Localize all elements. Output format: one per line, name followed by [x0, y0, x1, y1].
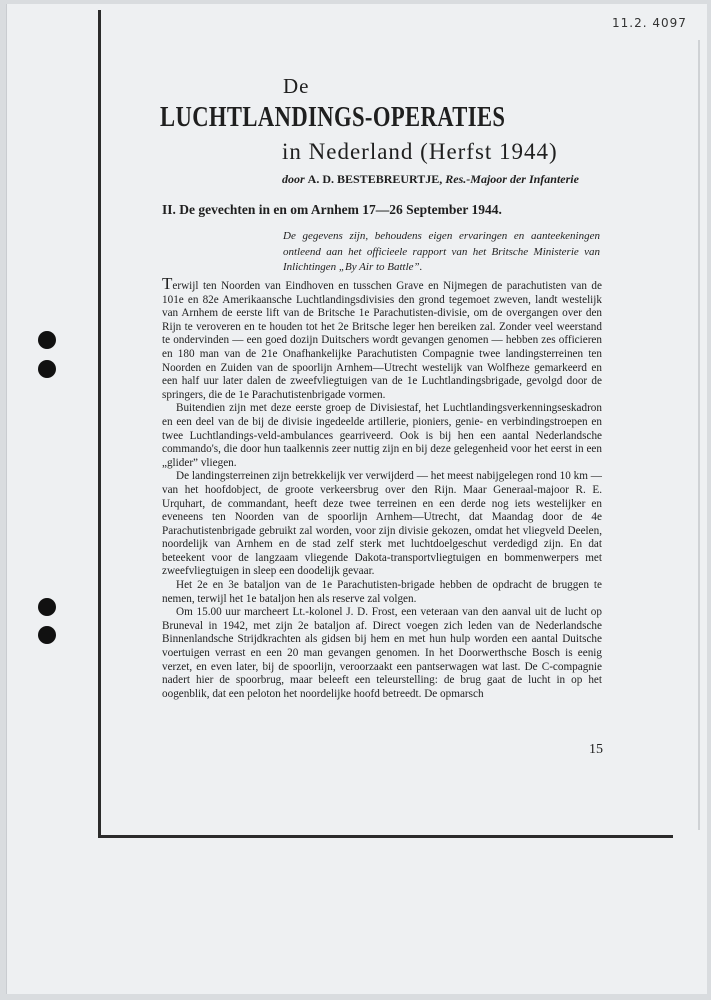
paragraph — [162, 274, 602, 402]
punch-hole — [38, 626, 56, 644]
source-note: De gegevens zijn, behoudens eigen ervaringen en aanteekeningen ontleend aan het officieele rapport van het Britsche Ministerie van Inlichtingen „By Air to Battle”. — [283, 230, 600, 273]
title-de: De — [283, 74, 310, 98]
page-frame-bottom — [98, 835, 673, 838]
section-title: II. De gevechten in en om Arnhem 17—26 September 1944. — [162, 202, 502, 217]
paragraph-text: erwijl ten Noorden van Eindhoven en tusschen Grave en Nijmegen de parachutisten van de 101e en 82e Amerikaansche Luchtlandingsdivisies den grond tegemoet zweven, landt westelijk van Arnhem de eerste lift van de Britsche 1e Parachutisten-divisie, om de overgangen over den Rijn te veroveren en te houden tot het 2e Britsche leger hen bereiken zal. Zonder veel weerstand te ondervinden — een goed dozijn Duitschers wordt gevangen genomen — hebben zes officieren en 180 man van de 21e Onafhankelijke Parachutisten Compagnie twee landingsterreinen ten Noorden en Zuiden van de spoorlijn Arnhem—Utrecht westelijk van Wolfheze gemarkeerd en een half uur later dalen de zweefvliegtuigen van de 1e Luchtlandingsbrigade, gevolgd door de springers, die de 1e Parachutistenbrigade vormen. — [162, 280, 602, 401]
article-body — [162, 274, 602, 701]
archive-reference: 11.2. 4097 — [612, 16, 687, 30]
page-number: 15 — [589, 742, 603, 757]
page-title: LUCHTLANDINGS-OPERATIES — [160, 101, 506, 133]
byline-author: A. D. BESTEBREURTJE, — [307, 172, 443, 186]
paragraph: Buitendien zijn met deze eerste groep de Divisiestaf, het Luchtlandingsverkenningseskadron en een deel van de bij de divisie ingedeelde artillerie, pioniers, genie- en verbindingstroepen en twee Luchtlandings-veld-ambulances gearriveerd. Ook is bij hen een aantal Nederlandsche commando's, die door hun taalkennis zeer nuttig zijn en bij deze gelegenheid voor het eerst in een „glider” vliegen. — [162, 402, 602, 469]
byline — [282, 172, 579, 187]
punch-hole — [38, 331, 56, 349]
paragraph: De landingsterreinen zijn betrekkelijk ver verwijderd — het meest nabijgelegen rond 10 km — van het hoofdobject, de groote verkeersbrug over den Rijn. Maar Generaal-majoor R. E. Urquhart, de commandant, heeft deze twee terreinen en een derde nog iets westelijker en eveneens ten Noorden van de spoorlijn Arnhem—Utrecht, dat Maandag door de 4e Parachutistenbrigade gebruikt zal worden, voor zijn divisie gekozen, omdat het vliegveld Deelen, noordelijk van Arnhem en de stad zelf sterk met luchtdoelgeschut verdedigd zijn. En dat beteekent voor de langzaam vliegende Dakota-transportvliegtuigen en bommenwerpers met zweefvliegtuigen in sleep een doodelijk gevaar. — [162, 470, 602, 578]
punch-hole — [38, 598, 56, 616]
page-frame-left — [98, 10, 101, 838]
byline-door: door — [282, 172, 305, 186]
paragraph: Om 15.00 uur marcheert Lt.-kolonel J. D. Frost, een veteraan van den aanval uit de lucht op Bruneval in 1942, met zijn 2e bataljon af. Direct voegen zich leden van de Nederlandsche Binnenlandsche Strijdkrachten als gidsen bij hem en met hun hulp worden een aantal Duitsche voertuigen verrast en een 20 man gevangen genomen. In het Doorwerthsche Bosch is eenig verzet, en even later, bij de spoorlijn, veroorzaakt een pantserwagen wat last. De C-compagnie nadert hier de spoorbrug, maar beleeft een teleurstelling: de brug gaat de lucht in op het oogenblik, dat een peloton het noordelijke hoofd betreedt. De opmarsch — [162, 606, 602, 700]
byline-rank: Res.-Majoor der Infanterie — [445, 172, 579, 186]
paragraph: Het 2e en 3e bataljon van de 1e Parachutisten-brigade hebben de opdracht de bruggen te nemen, terwijl het 1e bataljon hen als reserve zal volgen. — [162, 579, 602, 605]
page-subtitle: in Nederland (Herfst 1944) — [282, 139, 558, 164]
punch-hole — [38, 360, 56, 378]
page-frame-right — [698, 40, 700, 830]
drop-cap: T — [162, 274, 173, 293]
